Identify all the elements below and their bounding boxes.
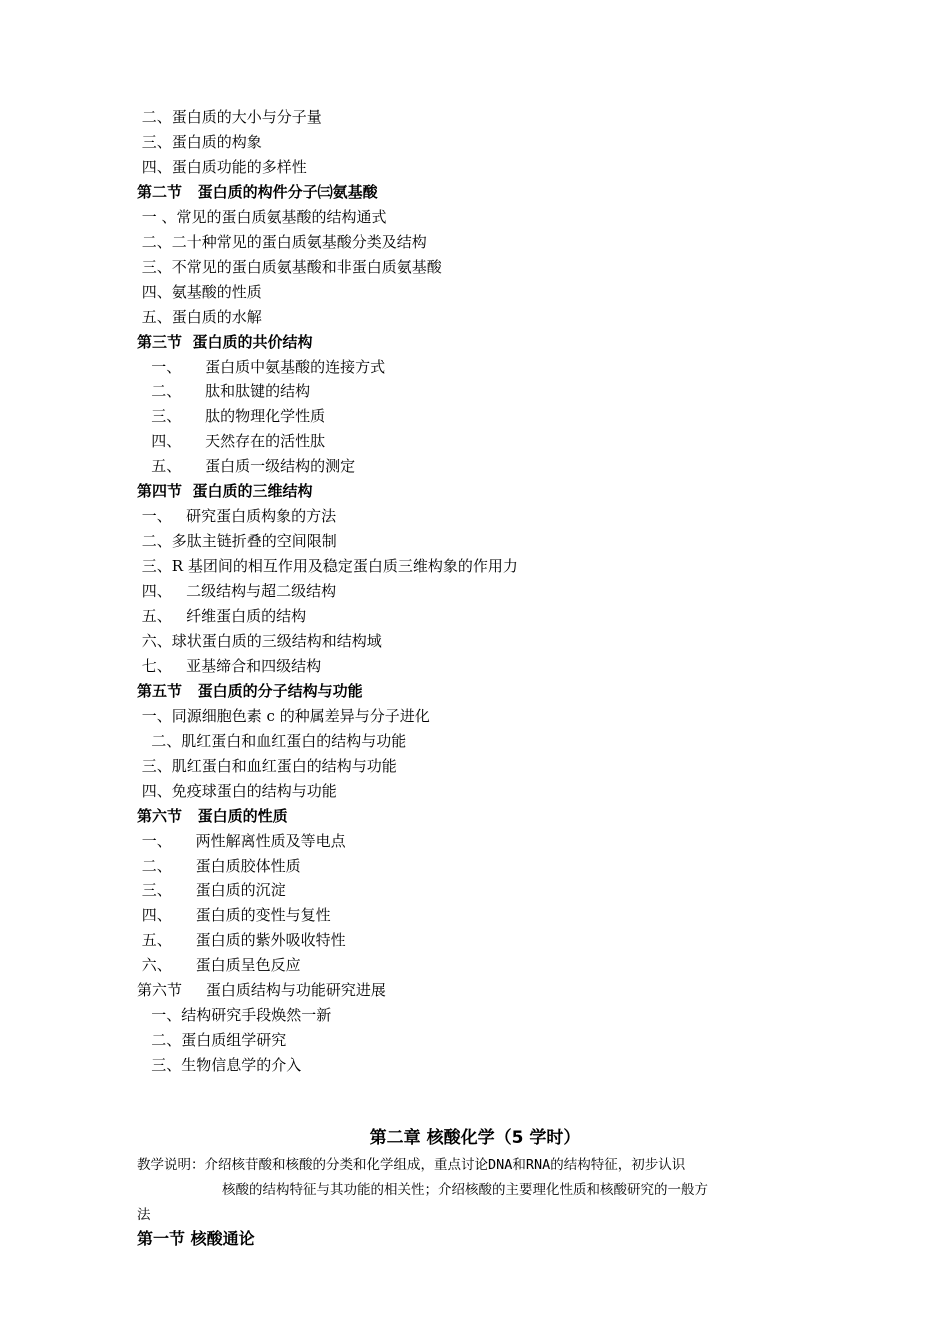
outline-item: 三、 肽的物理化学性质 xyxy=(137,407,326,425)
outline-item: 五、 纤维蛋白质的结构 xyxy=(137,607,307,625)
outline-item: 三、生物信息学的介入 xyxy=(137,1056,302,1074)
outline-item: 一、结构研究手段焕然一新 xyxy=(137,1006,332,1024)
outline-item: 三、蛋白质的构象 xyxy=(137,133,262,151)
outline-item: 六、 蛋白质呈色反应 xyxy=(137,956,301,974)
outline-item: 三、不常见的蛋白质氨基酸和非蛋白质氨基酸 xyxy=(137,258,442,276)
outline-item: 四、氨基酸的性质 xyxy=(137,283,262,301)
section-heading: 第五节 蛋白质的分子结构与功能 xyxy=(137,682,363,700)
teaching-description-line-1: 教学说明：介绍核苷酸和核酸的分类和化学组成，重点讨论DNA和RNA的结构特征，初步认识 xyxy=(137,1157,686,1173)
outline-item: 三、R 基团间的相互作用及稳定蛋白质三维构象的作用力 xyxy=(137,557,518,575)
outline-item: 四、蛋白质功能的多样性 xyxy=(137,158,307,176)
outline-item: 一、同源细胞色素 c 的种属差异与分子进化 xyxy=(137,707,430,725)
section-heading: 第六节 蛋白质的性质 xyxy=(137,807,288,825)
outline-item: 一、 两性解离性质及等电点 xyxy=(137,832,346,850)
section-heading: 第三节 蛋白质的共价结构 xyxy=(137,333,313,351)
outline-item: 四、 蛋白质的变性与复性 xyxy=(137,906,331,924)
teaching-description-line-3: 法 xyxy=(137,1207,151,1223)
outline-item: 六、球状蛋白质的三级结构和结构域 xyxy=(137,632,382,650)
teaching-description-line-2: 核酸的结构特征与其功能的相关性；介绍核酸的主要理化性质和核酸研究的一般方 xyxy=(222,1182,708,1198)
outline-item: 二、二十种常见的蛋白质氨基酸分类及结构 xyxy=(137,233,427,251)
outline-item: 三、肌红蛋白和血红蛋白的结构与功能 xyxy=(137,757,397,775)
outline-item: 五、 蛋白质一级结构的测定 xyxy=(137,457,356,475)
outline-item: 三、 蛋白质的沉淀 xyxy=(137,881,286,899)
outline-item: 一、 蛋白质中氨基酸的连接方式 xyxy=(137,358,386,376)
outline-item: 一、 研究蛋白质构象的方法 xyxy=(137,507,337,525)
outline-item: 四、 二级结构与超二级结构 xyxy=(137,582,337,600)
outline-item: 二、 肽和肽键的结构 xyxy=(137,382,311,400)
section-heading-nucleic-acid-overview: 第一节 核酸通论 xyxy=(137,1229,255,1248)
outline-item: 五、蛋白质的水解 xyxy=(137,308,262,326)
outline-item: 四、免疫球蛋白的结构与功能 xyxy=(137,782,337,800)
section-heading: 第四节 蛋白质的三维结构 xyxy=(137,482,313,500)
outline-item: 二、 蛋白质胶体性质 xyxy=(137,857,301,875)
outline-item: 七、 亚基缔合和四级结构 xyxy=(137,657,322,675)
outline-item: 二、蛋白质组学研究 xyxy=(137,1031,287,1049)
outline-item: 五、 蛋白质的紫外吸收特性 xyxy=(137,931,346,949)
outline-item: 二、肌红蛋白和血红蛋白的结构与功能 xyxy=(137,732,407,750)
outline-item: 四、 天然存在的活性肽 xyxy=(137,432,326,450)
chapter-title: 第二章 核酸化学（5 学时） xyxy=(369,1128,581,1148)
outline-item: 二、蛋白质的大小与分子量 xyxy=(137,108,322,126)
outline-item: 一 、常见的蛋白质氨基酸的结构通式 xyxy=(137,208,387,226)
outline-item: 二、多肽主链折叠的空间限制 xyxy=(137,532,337,550)
outline-item: 第六节 蛋白质结构与功能研究进展 xyxy=(137,981,386,999)
section-heading: 第二节 蛋白质的构件分子㈢氨基酸 xyxy=(137,183,378,201)
